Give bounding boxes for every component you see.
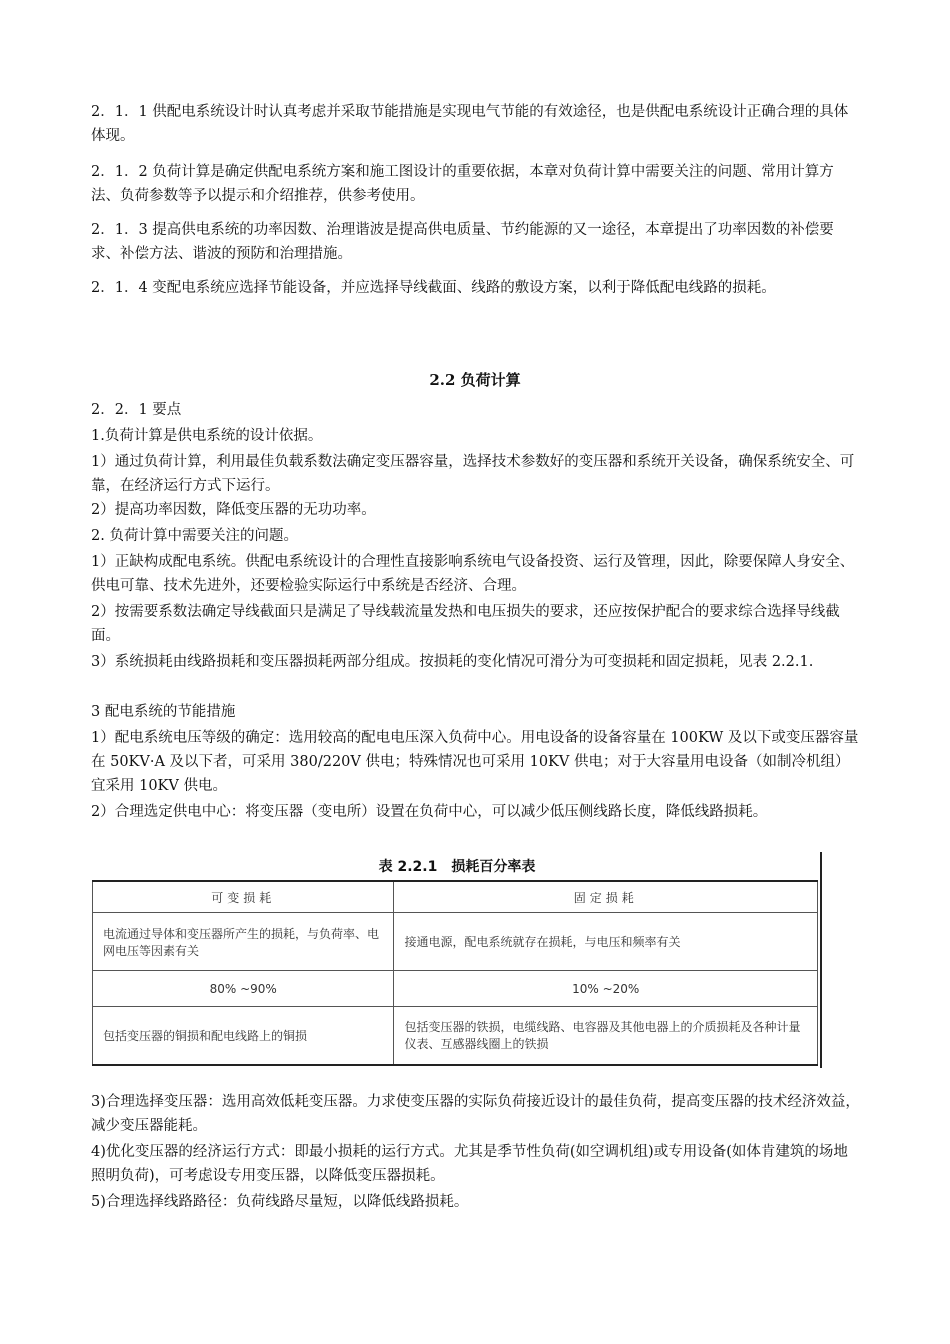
point-3-3: 3)合理选择变压器：选用高效低耗变压器。力求使变压器的实际负荷接近设计的最佳负荷，提高变压器的技术经济效益，减少变压器能耗。	[91, 1094, 860, 1134]
table-row	[93, 971, 818, 1007]
table-cell: 电流通过导体和变压器所产生的损耗，与负荷率、电网电压等因素有关	[93, 913, 394, 971]
point-2-2: 2）按需要系数法确定导线截面只是满足了导线载流量发热和电压损失的要求，还应按保护配合的要求综合选择导线截面。	[91, 604, 840, 644]
point-1-2: 2）提高功率因数，降低变压器的无功功率。	[91, 502, 376, 518]
table-title: 表 2.2.1 损耗百分率表	[378, 859, 536, 875]
paragraph-2-1-3: 2．1．3 提高供电系统的功率因数、治理谐波是提高供电质量、节约能源的又一途径，本章提出了功率因数的补偿要求、补偿方法、谐波的预防和治理措施。	[91, 222, 834, 262]
table-cell: 10% ~20%	[394, 971, 818, 1007]
table-header-fixed-loss: 固定损耗	[394, 881, 818, 913]
table-row	[93, 913, 818, 971]
table-cell: 包括变压器的铁损，电缆线路、电容器及其他电器上的介质损耗及各种计量仪表、互感器线圈上的铁损	[394, 1007, 818, 1065]
table-header-row	[93, 881, 818, 913]
paragraph-2-1-1: 2．1．1 供配电系统设计时认真考虑并采取节能措施是实现电气节能的有效途径，也是供配电系统设计正确合理的具体体现。	[91, 104, 849, 144]
point-2: 2. 负荷计算中需要关注的问题。	[91, 528, 298, 544]
table-cell: 包括变压器的铜损和配电线路上的铜损	[93, 1007, 394, 1065]
loss-percentage-table	[92, 880, 818, 1066]
table-header-variable-loss: 可变损耗	[93, 881, 394, 913]
point-1: 1.负荷计算是供电系统的设计依据。	[91, 428, 323, 444]
point-1-1: 1）通过负荷计算，利用最佳负载系数法确定变压器容量，选择技术参数好的变压器和系统开关设备，确保系统安全、可靠，在经济运行方式下运行。	[91, 454, 855, 494]
paragraph-2-1-2: 2．1．2 负荷计算是确定供配电系统方案和施工图设计的重要依据，本章对负荷计算中需要关注的问题、常用计算方法、负荷参数等予以提示和介绍推荐，供参考使用。	[91, 164, 834, 204]
point-3-1: 1）配电系统电压等级的确定：选用较高的配电电压深入负荷中心。用电设备的设备容量在 100KW 及以下或变压器容量在 50KV·A 及以下者，可采用 380/220V 供电；特殊情况也可采用 10KV 供电；对于大容量用电设备（如制冷机组）宜采用 10KV 供电。	[91, 730, 859, 794]
loss-table-container	[92, 880, 818, 1065]
point-3-2: 2）合理选定供电中心：将变压器（变电所）设置在负荷中心，可以减少低压侧线路长度，降低线路损耗。	[91, 804, 768, 820]
section-heading: 2.2 负荷计算	[429, 371, 521, 389]
paragraph-2-1-4: 2．1．4 变配电系统应选择节能设备，并应选择导线截面、线路的敷设方案，以利于降低配电线路的损耗。	[91, 280, 776, 296]
point-3: 3 配电系统的节能措施	[91, 704, 236, 720]
page-edge-rule	[820, 852, 822, 1068]
table-cell: 80% ~90%	[93, 971, 394, 1007]
point-3-5: 5)合理选择线路路径：负荷线路尽量短，以降低线路损耗。	[91, 1194, 469, 1210]
point-2-1: 1）正缺构成配电系统。供配电系统设计的合理性直接影响系统电气设备投资、运行及管理，因此，除要保障人身安全、供电可靠、技术先进外，还要检验实际运行中系统是否经济、合理。	[91, 554, 855, 594]
table-cell: 接通电源，配电系统就存在损耗，与电压和频率有关	[394, 913, 818, 971]
clause-2-2-1: 2．2．1 要点	[91, 402, 182, 418]
point-3-4: 4)优化变压器的经济运行方式：即最小损耗的运行方式。尤其是季节性负荷(如空调机组)或专用设备(如体肯建筑的场地照明负荷)，可考虑设专用变压器，以降低变压器损耗。	[91, 1144, 848, 1184]
point-2-3: 3）系统损耗由线路损耗和变压器损耗两部分组成。按损耗的变化情况可滑分为可变损耗和固定损耗，见表 2.2.1.	[91, 654, 814, 670]
table-row	[93, 1007, 818, 1065]
